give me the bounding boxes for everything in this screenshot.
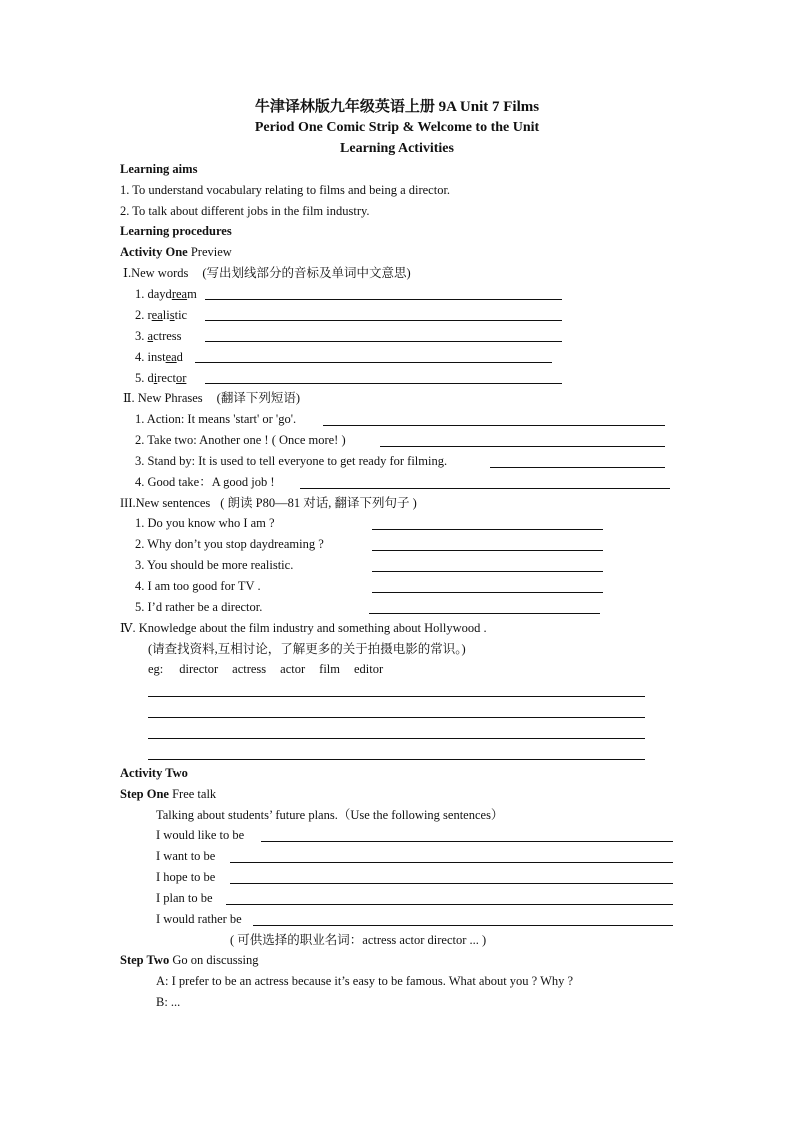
activity-one-sub: Preview [187,245,232,259]
answer-line[interactable] [205,341,562,342]
knowledge-heading: Ⅳ. Knowledge about the film industry and something about Hollywood . [120,621,487,635]
answer-line[interactable] [261,841,673,842]
prompt-item: I plan to be [156,891,213,905]
step-two-sub: Go on discussing [169,953,259,967]
sentence-item: 1. Do you know who I am ? [135,516,275,530]
step-one-sub: Free talk [168,787,217,801]
prompt-item: I would rather be [156,912,242,926]
sentence-item: 2. Why don’t you stop daydreaming ? [135,537,324,551]
phrase-item: 3. Stand by: It is used to tell everyone to get ready for filming. [135,454,448,468]
prompt-item: I would like to be [156,828,245,842]
sentences-note: ( 朗读 P80—81 对话, 翻译下列句子 ) [220,496,417,510]
sentences-heading [120,495,417,511]
sentence-item: 5. I’d rather be a director. [135,600,263,614]
knowledge-note: (请查找资料,互相讨论，了解更多的关于拍摄电影的常识。) [148,642,466,656]
activity-one-heading [120,244,232,260]
answer-line[interactable] [205,299,562,300]
word-item: 1. daydream [135,287,197,301]
document-section-title: Learning Activities [340,141,454,156]
step-two-heading [120,952,258,968]
prompt-item: I hope to be [156,870,216,884]
activity-two-heading: Activity Two [120,766,188,780]
step-one-heading [120,786,216,802]
answer-line[interactable] [148,717,645,718]
phrase-item: 1. Action: It means 'start' or 'go'. [135,412,297,426]
eg-word: director [179,662,219,676]
word-item: 3. actress [135,329,182,343]
phrases-note: (翻译下列短语) [216,391,300,405]
step-one-label: Step One [120,787,169,801]
answer-line[interactable] [148,738,645,739]
eg-word: actor [280,662,306,676]
sentence-item: 3. You should be more realistic. [135,558,294,572]
document-title: 牛津译林版九年级英语上册 9A Unit 7 Films [254,99,540,115]
document-subtitle: Period One Comic Strip & Welcome to the Unit [254,120,540,135]
phrase-item: 4. Good take：A good job ! [135,475,275,489]
answer-line[interactable] [195,362,552,363]
aim-item: 2. To talk about different jobs in the film industry. [120,204,370,218]
aims-heading: Learning aims [120,162,198,176]
activity-one-label: Activity One [120,245,188,259]
answer-line[interactable] [372,571,603,572]
prompt-item: I want to be [156,849,216,863]
answer-line[interactable] [205,383,562,384]
new-words-label: Ⅰ.New words [123,266,189,280]
answer-line[interactable] [372,550,603,551]
answer-line[interactable] [230,862,673,863]
dialogue-a: A: I prefer to be an actress because it’s easy to be famous. What about you ? Why ? [156,974,574,988]
eg-word: editor [354,662,384,676]
answer-line[interactable] [369,613,600,614]
answer-line[interactable] [148,759,645,760]
answer-line[interactable] [205,320,562,321]
phrases-heading [123,390,300,406]
aim-item: 1. To understand vocabulary relating to films and being a director. [120,183,451,197]
procedures-heading: Learning procedures [120,224,232,238]
sentence-item: 4. I am too good for TV . [135,579,261,593]
eg-word: actress [232,662,267,676]
answer-line[interactable] [230,883,673,884]
word-item: 5. director [135,371,187,385]
answer-line[interactable] [226,904,673,905]
word-item: 4. instead [135,350,183,364]
step-two-label: Step Two [120,953,170,967]
step-one-intro: Talking about students’ future plans.（Use the following sentences） [156,808,504,822]
sentences-label: III.New sentences [120,496,211,510]
eg-label: eg: [148,662,164,676]
eg-word: film [319,662,340,676]
answer-line[interactable] [323,425,665,426]
answer-line[interactable] [253,925,673,926]
new-words-note: (写出划线部分的音标及单词中文意思) [202,266,411,280]
job-options-note: ( 可供选择的职业名词：actress actor director ... ) [230,933,487,947]
answer-line[interactable] [372,592,603,593]
answer-line[interactable] [148,696,645,697]
answer-line[interactable] [380,446,665,447]
answer-line[interactable] [372,529,603,530]
phrase-item: 2. Take two: Another one ! ( Once more! ) [135,433,346,447]
answer-line[interactable] [300,488,670,489]
dialogue-b: B: ... [156,995,181,1009]
phrases-label: Ⅱ. New Phrases [123,391,203,405]
word-item: 2. realistic [135,308,188,322]
new-words-heading [123,265,411,281]
knowledge-examples [148,661,383,677]
answer-line[interactable] [490,467,665,468]
